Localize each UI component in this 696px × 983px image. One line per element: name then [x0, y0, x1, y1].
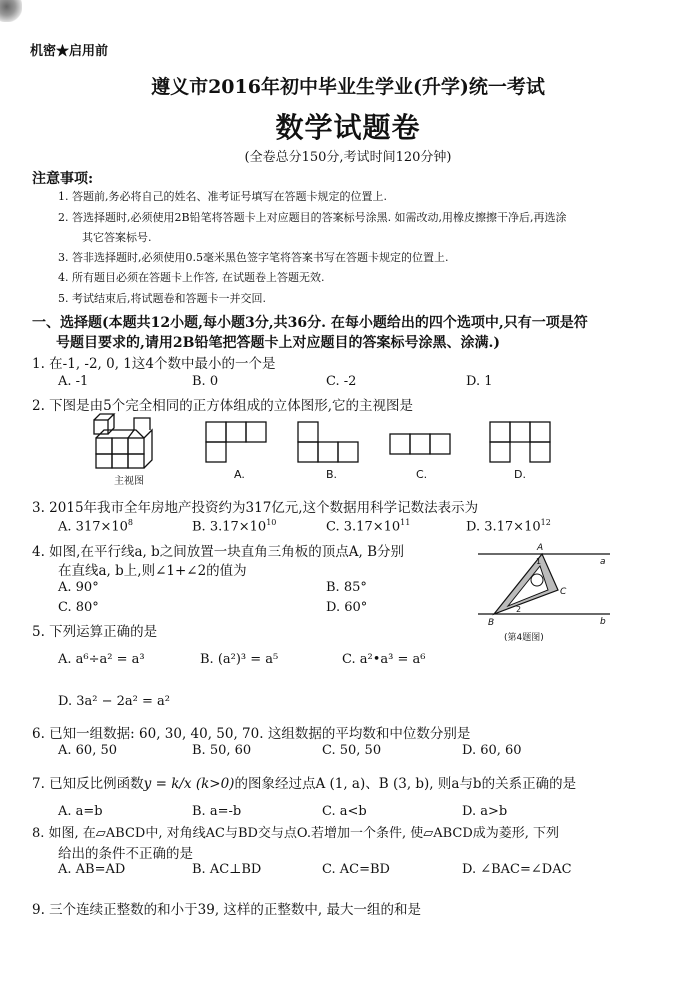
question-1-option-d: D. 1	[466, 374, 493, 389]
notice-item-2: 2. 答选择题时,必须使用2B铅笔将答题卡上对应题目的答案标号涂黑. 如需改动,用橡皮擦擦干净后,再选涂	[58, 211, 567, 224]
question-7-option-c: C. a<b	[322, 804, 367, 819]
question-9-stem: 9. 三个连续正整数的和小于39, 这样的正整数中, 最大一组的和是	[32, 902, 422, 918]
option-b-figure	[298, 422, 358, 462]
figure-caption: (第4题图)	[504, 633, 544, 643]
option-a-figure	[206, 422, 266, 462]
option-c-figure	[390, 434, 450, 454]
question-4-stem-line1: 4. 如图,在平行线a, b之间放置一块直角三角板的顶点A, B分别	[32, 544, 404, 560]
question-7-option-b: B. a=-b	[192, 804, 242, 819]
question-8-option-d: D. ∠BAC=∠DAC	[462, 862, 572, 877]
question-1-stem: 1. 在-1, -2, 0, 1这4个数中最小的一个是	[32, 356, 276, 372]
question-4-option-a: A. 90°	[58, 580, 99, 595]
point-a-label: A	[537, 543, 544, 553]
q7-function: y = k/x (k>0)	[143, 776, 235, 792]
question-7-stem	[32, 772, 576, 792]
notice-item-5: 5. 考试结束后,将试题卷和答题卡一并交回.	[58, 292, 266, 305]
question-3-option-d	[466, 518, 551, 534]
question-7-option-d: D. a>b	[462, 804, 508, 819]
question-3-option-c	[326, 518, 410, 534]
question-4-option-d: D. 60°	[326, 600, 368, 615]
question-6-option-b: B. 50, 60	[192, 743, 252, 758]
point-b-label: B	[488, 618, 495, 628]
question-4-figure	[474, 540, 614, 646]
question-6-stem: 6. 已知一组数据: 60, 30, 40, 50, 70. 这组数据的平均数和中位数分别是	[32, 726, 471, 742]
question-5-option-b: B. (a²)³ = a⁵	[200, 652, 279, 667]
notice-heading: 注意事项:	[32, 171, 94, 187]
question-2-figure	[88, 412, 558, 490]
section-heading-line2: 号题目要求的,请用2B铅笔把答题卡上对应题目的答案标号涂黑、涂满.)	[56, 335, 500, 351]
option-c-fig-label: C.	[416, 468, 428, 481]
question-1-option-c: C. -2	[326, 374, 357, 389]
q3-b-base: 3.17×10	[209, 519, 267, 535]
confidential-label: 机密★启用前	[30, 44, 109, 59]
section-heading-line1: 一、选择题(本题共12小题,每小题3分,共36分. 在每小题给出的四个选项中,只有一项是符	[32, 315, 588, 331]
q3-c-base: 3.17×10	[343, 519, 401, 535]
q3-b-letter: B.	[192, 519, 206, 535]
question-2-stem: 2. 下图是由5个完全相同的正方体组成的立体图形,它的主视图是	[32, 398, 414, 414]
q3-d-letter: D.	[466, 519, 481, 535]
q3-c-exp: 11	[400, 518, 411, 527]
question-5-option-d: D. 3a² − 2a² = a²	[58, 694, 170, 709]
corner-stamp-mark	[0, 0, 22, 22]
point-c-label: C	[560, 587, 567, 597]
q3-a-letter: A.	[58, 519, 72, 535]
question-4-stem-line2: 在直线a, b上,则∠1+∠2的值为	[58, 563, 247, 579]
option-b-fig-label: B.	[326, 468, 338, 481]
q7-stem-post: 的图象经过点A (1, a)、B (3, b), 则a与b的关系正确的是	[234, 776, 577, 792]
q7-stem-pre: 7. 已知反比例函数	[32, 776, 144, 792]
question-1-option-b: B. 0	[192, 374, 219, 389]
angle-1-label: 1	[536, 557, 542, 566]
option-d-fig-label: D.	[514, 468, 526, 481]
option-a-fig-label: A.	[234, 468, 245, 481]
angle-2-label: 2	[516, 605, 522, 614]
main-solid-figure	[94, 414, 152, 468]
notice-item-3: 3. 答非选择题时,必须使用0.5毫米黑色签字笔将答案书写在答题卡规定的位置上.	[58, 251, 449, 264]
q3-a-base: 317×10	[75, 519, 128, 535]
question-5-stem: 5. 下列运算正确的是	[32, 624, 158, 640]
question-6-option-a: A. 60, 50	[58, 743, 118, 758]
question-8-stem-line1: 8. 如图, 在▱ABCD中, 对角线AC与BD交与点O.若增加一个条件, 使▱ABCD成为菱形, 下列	[32, 826, 560, 841]
line-a-label: a	[600, 557, 606, 567]
question-6-option-d: D. 60, 60	[462, 743, 522, 758]
question-8-option-a: A. AB=AD	[58, 862, 126, 877]
q3-c-letter: C.	[326, 519, 340, 535]
option-d-figure	[490, 422, 550, 462]
question-7-option-a: A. a=b	[58, 804, 103, 819]
notice-item-4: 4. 所有题目必须在答题卡上作答, 在试题卷上答题无效.	[58, 271, 325, 284]
question-8-stem-line2: 给出的条件不正确的是	[58, 846, 193, 862]
question-4-option-b: B. 85°	[326, 580, 367, 595]
main-view-label: 主视图	[114, 476, 144, 487]
question-3-option-b	[192, 518, 276, 534]
question-5-option-c: C. a²•a³ = a⁶	[342, 652, 426, 667]
score-note: (全卷总分150分,考试时间120分钟)	[244, 150, 452, 165]
question-5-option-a: A. a⁶÷a² = a³	[58, 652, 145, 667]
q3-d-base: 3.17×10	[484, 519, 541, 535]
paper-title: 数学试题卷	[275, 111, 421, 144]
question-3-option-a	[58, 518, 133, 534]
notice-item-2-cont: 其它答案标号.	[82, 231, 152, 244]
question-8-option-c: C. AC=BD	[322, 862, 390, 877]
question-4-option-c: C. 80°	[58, 600, 99, 615]
line-b-label: b	[600, 617, 606, 627]
exam-title: 遵义市2016年初中毕业生学业(升学)统一考试	[151, 76, 545, 98]
q3-b-exp: 10	[266, 518, 277, 527]
set-square-hole	[531, 574, 543, 586]
q3-d-exp: 12	[540, 518, 551, 527]
question-1-option-a: A. -1	[58, 374, 89, 389]
notice-item-1: 1. 答题前,务必将自己的姓名、准考证号填写在答题卡规定的位置上.	[58, 190, 387, 203]
q3-a-exp: 8	[127, 518, 134, 527]
question-8-option-b: B. AC⊥BD	[192, 862, 262, 877]
question-6-option-c: C. 50, 50	[322, 743, 382, 758]
question-3-stem: 3. 2015年我市全年房地产投资约为317亿元,这个数据用科学记数法表示为	[32, 500, 479, 516]
